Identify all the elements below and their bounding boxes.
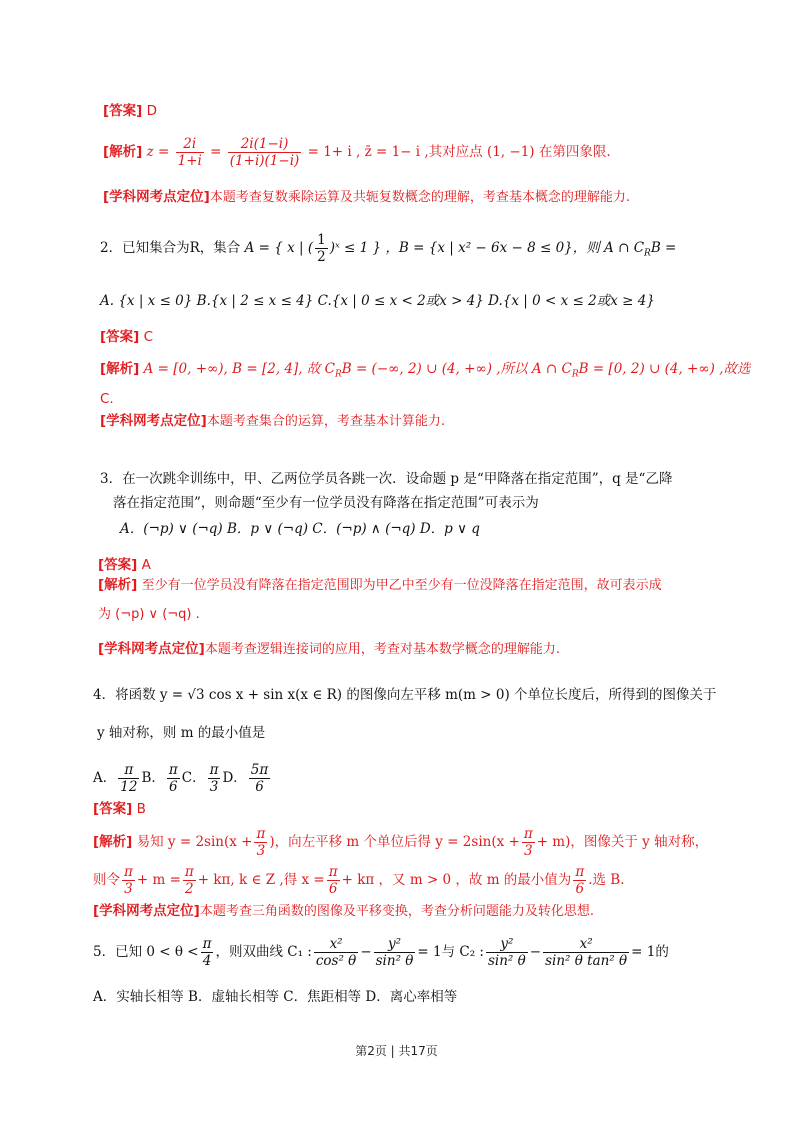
q5-options: A．实轴长相等 B．虚轴长相等 C．焦距相等 D．离心率相等: [93, 989, 458, 1005]
frac-num: x²: [543, 936, 629, 953]
frac-num: π: [184, 864, 194, 880]
q3-answer-line: [98, 556, 151, 574]
fraction: [208, 762, 221, 795]
q4-analysis-line1: [93, 826, 708, 859]
analysis-text: .选 B.: [588, 872, 625, 888]
stem-text: = 1的: [631, 944, 669, 960]
set-b: ，B = {x | x² − 6x − 8 ≤ 0}，则 A ∩ C: [385, 240, 645, 256]
fraction: [327, 864, 340, 897]
analysis-text: 则令: [93, 872, 120, 888]
stem-text: = 1与 C₂ :: [417, 944, 484, 960]
fraction: [201, 936, 214, 969]
fraction: [118, 762, 139, 795]
q2-analysis-line: [100, 360, 750, 384]
frac-den: 3: [209, 779, 219, 795]
fraction: [183, 864, 196, 897]
fraction: [228, 136, 302, 169]
frac-den: 6: [575, 881, 585, 897]
analysis-tag: [解析]: [93, 834, 133, 850]
frac-den: cos² θ: [315, 953, 357, 969]
frac-num: π: [202, 936, 212, 952]
frac-den: 12: [120, 779, 138, 795]
fraction: [374, 936, 416, 969]
fraction: [314, 936, 358, 969]
q3-options: A．(¬p) ∨ (¬q) B．p ∨ (¬q) C．(¬p) ∧ (¬q) D．p ∨ q: [120, 521, 480, 537]
fraction: [543, 936, 629, 969]
q3-point-line: [98, 640, 560, 659]
analysis-text: 至少有一位学员没有降落在指定范围即为甲乙中至少有一位没降落在指定范围，故可表示成: [141, 578, 662, 593]
q4-point-line: [93, 902, 594, 921]
frac-den: 6: [255, 779, 264, 795]
frac-num: x²: [314, 936, 358, 953]
frac-num: 2i(1−i): [228, 136, 302, 153]
q4-analysis-line2: [93, 864, 624, 897]
q2-options: A. {x | x ≤ 0} B.{x | 2 ≤ x ≤ 4} C.{x | 0 ≤ x < 2或x > 4} D.{x | 0 < x ≤ 2或x ≥ 4}: [100, 293, 655, 309]
answer-value: C: [143, 329, 154, 345]
analysis-text: + m)，图像关于 y 轴对称，: [536, 834, 709, 850]
frac-num: y²: [374, 936, 416, 953]
fraction: [315, 232, 328, 265]
point-text: 本题考查逻辑连接词的应用，考查对基本数学概念的理解能力.: [204, 642, 560, 657]
answer-value: A: [141, 557, 151, 573]
frac-den: 4: [202, 953, 212, 969]
q4-options: [93, 762, 272, 795]
frac-den: 2: [185, 881, 194, 897]
q1-point-line: [103, 188, 630, 207]
q2-point-line: [100, 412, 445, 431]
fraction: [176, 136, 204, 169]
fraction: [167, 762, 180, 795]
answer-tag: [答案]: [100, 329, 140, 345]
frac-den: sin² θ: [375, 953, 414, 969]
frac-num: 5π: [250, 762, 269, 778]
frac-num: y²: [486, 936, 528, 953]
analysis-text: + m =: [136, 872, 181, 888]
frac-den: (1+i)(1−i): [229, 153, 300, 169]
analysis-tag: [解析]: [98, 577, 138, 593]
frac-den: 3: [124, 881, 133, 897]
point-text: 本题考查复数乘除运算及共轭复数概念的理解，考查基本概念的理解能力.: [209, 190, 630, 205]
q4-stem-line2: y 轴对称，则 m 的最小值是: [97, 725, 266, 741]
analysis-text: + kπ ，又 m > 0 ，故 m 的最小值为: [341, 872, 572, 888]
stem-text: 5．已知 0 < θ <: [93, 944, 199, 960]
page-footer: 第2页 | 共17页: [355, 1044, 438, 1058]
answer-value: B: [136, 801, 146, 817]
point-tag: [学科网考点定位]: [103, 189, 210, 205]
minus-sign: −: [360, 944, 372, 960]
fraction: [522, 826, 535, 859]
frac-num: π: [328, 864, 338, 880]
fraction: [573, 864, 586, 897]
option-c-label: C．: [181, 770, 206, 786]
answer-tag: [答案]: [93, 801, 133, 817]
point-tag: [学科网考点定位]: [98, 641, 205, 657]
frac-den: 6: [169, 779, 178, 795]
frac-den: 2: [317, 249, 326, 265]
q4-answer-line: [93, 800, 146, 818]
q5-stem: [93, 936, 669, 969]
answer-tag: [答案]: [103, 103, 143, 119]
set-a: A = { x | (: [244, 240, 314, 256]
frac-den: 1+i: [177, 153, 202, 169]
option-b-label: B．: [141, 770, 165, 786]
analysis-text: + kπ, k ∈ Z ,得 x =: [197, 872, 325, 888]
q3-stem-line1: 3．在一次跳伞训练中，甲、乙两位学员各跳一次．设命题 p 是“甲降落在指定范围”，q 是“乙降: [100, 471, 673, 487]
option-d-label: D．: [222, 770, 247, 786]
point-text: 本题考查集合的运算，考查基本计算能力.: [206, 414, 445, 429]
frac-num: π: [168, 762, 178, 778]
point-tag: [学科网考点定位]: [100, 413, 207, 429]
frac-den: sin² θ tan² θ: [545, 953, 628, 969]
answer-tag: [答案]: [98, 557, 138, 573]
option-a-label: A．: [93, 770, 117, 786]
frac-num: 2i: [176, 136, 204, 153]
set-b-end: B =: [650, 240, 677, 256]
point-tag: [学科网考点定位]: [93, 903, 200, 919]
analysis-text: 易知 y = 2sin(x +: [136, 834, 253, 850]
fraction: [486, 936, 528, 969]
fraction: [254, 826, 267, 859]
frac-num: π: [118, 762, 139, 779]
subscript-r: R: [644, 248, 651, 259]
stem-text: 2．已知集合为R，集合: [100, 240, 241, 256]
frac-num: π: [575, 864, 585, 880]
set-a-end: )ˣ ≤ 1 }: [329, 240, 382, 256]
frac-den: 6: [328, 881, 338, 897]
fraction: [249, 762, 270, 795]
q1-answer-line: [103, 102, 157, 120]
analysis-text: B = [0, 2) ∪ (4, +∞) ,故选: [578, 361, 751, 377]
q3-analysis-line2: 为 (¬p) ∨ (¬q) .: [98, 607, 200, 622]
answer-value: D: [146, 103, 158, 119]
subscript-r: R: [571, 369, 579, 380]
q3-stem-line2: 落在指定范围”，则命题“至少有一位学员没有降落在指定范围”可表示为: [113, 495, 539, 511]
analysis-tag: [解析]: [100, 361, 140, 377]
minus-sign: −: [529, 944, 542, 960]
frac-num: π: [523, 826, 533, 842]
frac-den: 3: [523, 843, 533, 859]
q3-analysis-line: [98, 576, 662, 595]
fraction: [122, 864, 135, 897]
frac-num: π: [124, 864, 133, 880]
analysis-lhs: z =: [146, 144, 170, 160]
frac-num: 1: [317, 232, 326, 248]
q2-answer-line: [100, 328, 153, 346]
frac-den: 3: [256, 843, 266, 859]
q1-analysis-line: [103, 136, 611, 169]
analysis-text: )，向左平移 m 个单位后得 y = 2sin(x +: [269, 834, 520, 850]
q4-stem-line1: 4．将函数 y = √3 cos x + sin x(x ∈ R) 的图像向左平移 m(m > 0) 个单位长度后，所得到的图像关于: [93, 687, 717, 703]
analysis-tag: [解析]: [103, 144, 143, 160]
analysis-text: A = [0, +∞), B = [2, 4], 故 C: [143, 361, 335, 377]
point-text: 本题考查三角函数的图像及平移变换，考查分析问题能力及转化思想.: [199, 904, 594, 919]
frac-num: π: [256, 826, 266, 842]
q2-analysis-cont: C.: [100, 391, 114, 407]
analysis-text: = 1+ i , z̄ = 1− i ,其对应点 (1, −1) 在第四象限.: [307, 144, 611, 160]
stem-text: ，则双曲线 C₁ :: [215, 944, 312, 960]
subscript-r: R: [334, 369, 342, 380]
q2-stem: [100, 232, 676, 265]
equals: =: [210, 144, 222, 160]
analysis-text: B = (−∞, 2) ∪ (4, +∞) ,所以 A ∩ C: [341, 361, 572, 377]
frac-num: π: [209, 762, 219, 778]
frac-den: sin² θ: [487, 953, 526, 969]
